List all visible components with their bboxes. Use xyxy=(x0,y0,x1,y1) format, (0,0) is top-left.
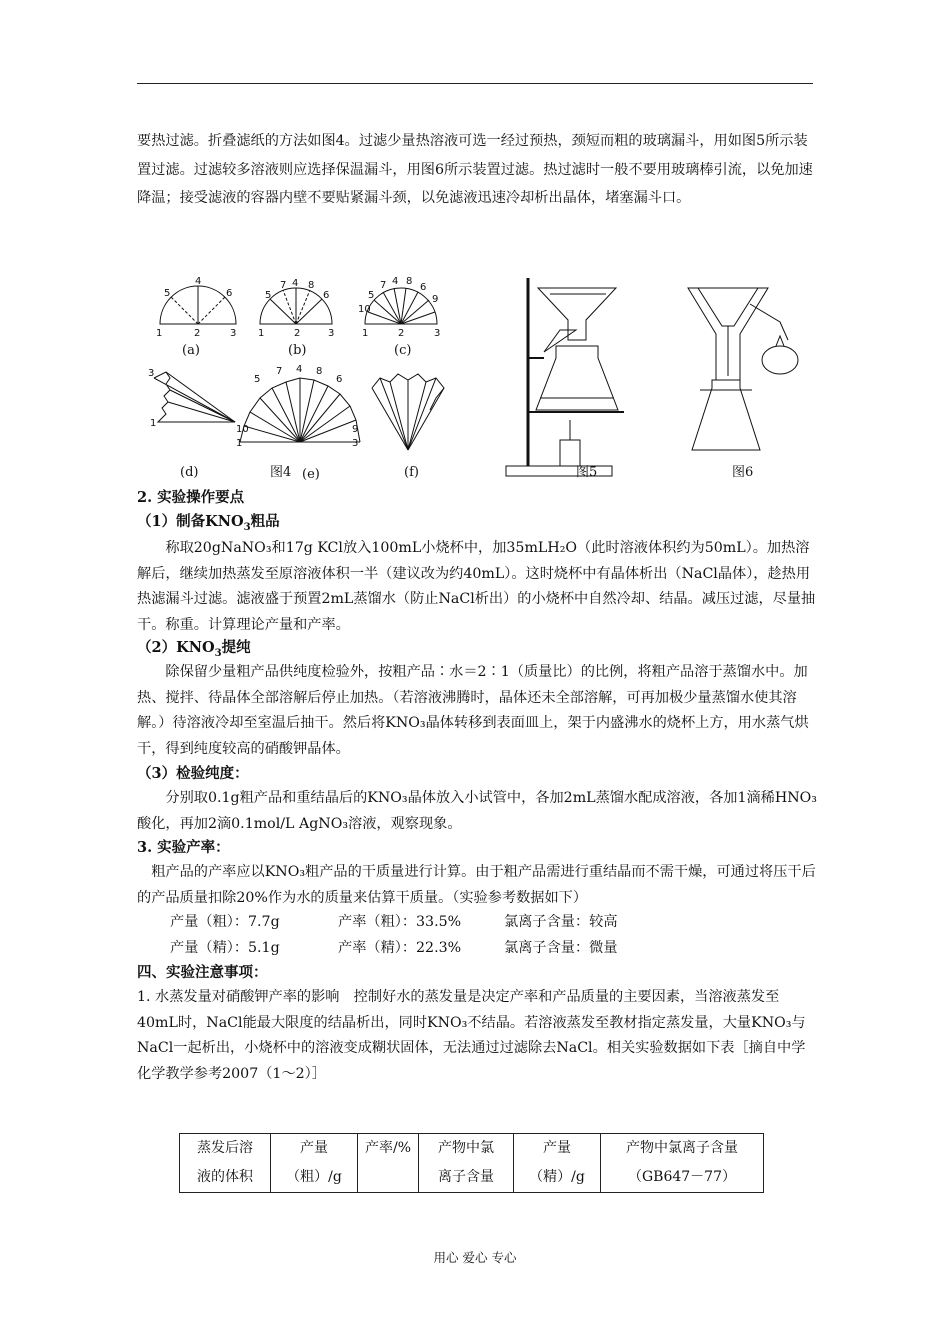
fig-label-fig5: 图5 xyxy=(576,465,598,480)
table-header-row xyxy=(180,1134,764,1193)
svg-text:3: 3 xyxy=(148,368,155,379)
svg-text:5: 5 xyxy=(265,290,272,301)
fig-label-fig6: 图6 xyxy=(732,465,754,480)
section2-sub2-heading: $(2)KNO_3$提纯 xyxy=(137,639,251,659)
fig-label-f: (f) xyxy=(404,465,419,480)
svg-text:2: 2 xyxy=(194,328,201,339)
table-header-cell: 产量 （精）/g xyxy=(514,1134,601,1193)
svg-text:8: 8 xyxy=(316,366,323,377)
svg-text:7: 7 xyxy=(276,366,283,377)
svg-text:6: 6 xyxy=(420,282,427,293)
table-header-cell: 蒸发后溶 液的体积 xyxy=(180,1134,271,1193)
svg-text:3: 3 xyxy=(230,328,237,339)
fig-label-a: (a) xyxy=(182,343,200,358)
fig-label-d: (d) xyxy=(180,465,199,480)
figure-illustrations xyxy=(140,270,820,488)
section2-sub3-text: 分别取0.1g粗产品和重结晶后的KNO₃晶体放入小试管中，各加2mL蒸馏水配成溶液，各加1滴稀HNO₃酸化，再加2滴0.1mol/L AgNO₃溶液，观察现象。 xyxy=(137,790,817,832)
section2-sub2-text: 除保留少量粗产品供纯度检验外，按粗产品∶水＝2∶1（质量比）的比例，将粗产品溶于蒸馏水中。加热、搅拌、待晶体全部溶解后停止加热。（若溶液沸腾时，晶体还未全部溶解，可再加极少量蒸馏水使其溶解。）待溶液冷却至室温后抽干。然后将KNO₃晶体转移到表面皿上，架于内盛沸水的烧杯上方，用水蒸气烘干，得到纯度较高的硝酸钾晶体。 xyxy=(137,664,809,757)
table-header-cell: 产量 （粗）/g xyxy=(271,1134,358,1193)
svg-text:3: 3 xyxy=(352,438,359,449)
svg-text:3: 3 xyxy=(434,328,441,339)
svg-text:8: 8 xyxy=(406,276,413,287)
svg-text:6: 6 xyxy=(226,288,233,299)
svg-text:2: 2 xyxy=(398,328,405,339)
section2-sub1-heading: （1）制备$KNO_3$粗品 xyxy=(137,513,280,533)
svg-text:10: 10 xyxy=(358,304,371,315)
svg-text:9: 9 xyxy=(352,424,359,435)
svg-text:6: 6 xyxy=(336,374,343,385)
section2-sub3-heading: （3）检验纯度： xyxy=(137,765,249,782)
svg-text:8: 8 xyxy=(308,280,315,291)
svg-text:1: 1 xyxy=(258,328,265,339)
section2-sub1-text: 称取20gNaNO₃和17g KCl放入100mL小烧杯中，加35mLH₂O（此时溶液体积约为50mL）。加热溶解后，继续加热蒸发至原溶液体积一半（建议改为约40mL）。这时烧杯中有晶体析出（NaCl晶体），趁热用热滤漏斗过滤。滤液盛于预置2mL蒸馏水（防止NaCl析出）的小烧杯中自然冷却、结晶。减压过滤，尽量抽干。称重。计算理论产量和产率。 xyxy=(137,540,816,633)
section4-text: 1. 水蒸发量对硝酸钾产率的影响 控制好水的蒸发量是决定产率和产品质量的主要因素，当溶液蒸发至40mL时，NaCl能最大限度的结晶析出，同时KNO₃不结晶。若溶液蒸发至教材指定蒸发量，大量KNO₃与NaCl一起析出，小烧杯中的溶液变成糊状固体，无法通过过滤除去NaCl。相关实验数据如下表［摘自中学化学教学参考2007（1～2）］ xyxy=(137,989,806,1082)
svg-text:1: 1 xyxy=(362,328,369,339)
table-header-cell: 产物中氯离子含量 （GB647－77） xyxy=(601,1134,764,1193)
fig-label-c: (c) xyxy=(394,343,412,358)
table-header-cell: 产物中氯 离子含量 xyxy=(419,1134,514,1193)
page-footer: 用心 爱心 专心 xyxy=(433,1250,517,1265)
svg-text:6: 6 xyxy=(323,290,330,301)
svg-text:4: 4 xyxy=(195,276,202,287)
svg-text:5: 5 xyxy=(254,374,261,385)
data-table xyxy=(179,1133,764,1193)
intro-paragraph: 要热过滤。折叠滤纸的方法如图4。过滤少量热溶液可选一经过预热，颈短而粗的玻璃漏斗，用如图5所示装置过滤。过滤较多溶液则应选择保温漏斗，用图6所示装置过滤。热过滤时一般不要用玻璃棒引流，以免加速降温；接受滤液的容器内壁不要贴紧漏斗颈，以免滤液迅速冷却析出晶体，堵塞漏斗口。 xyxy=(137,133,813,206)
svg-text:5: 5 xyxy=(164,288,171,299)
fig-label-fig4: 图4 xyxy=(270,465,292,480)
fig-label-e: (e) xyxy=(302,467,320,482)
svg-text:4: 4 xyxy=(296,364,303,375)
svg-text:7: 7 xyxy=(280,280,287,291)
section3-text: 粗产品的产率应以KNO₃粗产品的干质量进行计算。由于粗产品需进行重结晶而不需干燥，可通过将压干后的产品质量扣除20%作为水的质量来估算干质量。（实验参考数据如下） xyxy=(137,864,816,906)
svg-text:10: 10 xyxy=(236,424,249,435)
svg-text:9: 9 xyxy=(432,294,439,305)
svg-text:5: 5 xyxy=(368,290,375,301)
section4-heading: 四、实验注意事项： xyxy=(137,964,268,981)
section3-heading: 3. 实验产率： xyxy=(137,839,230,856)
svg-text:3: 3 xyxy=(328,328,335,339)
svg-text:7: 7 xyxy=(380,280,387,291)
svg-text:1: 1 xyxy=(150,418,157,429)
fig-label-b: (b) xyxy=(288,343,307,358)
svg-text:4: 4 xyxy=(392,276,399,287)
svg-text:1: 1 xyxy=(156,328,163,339)
svg-text:4: 4 xyxy=(292,278,299,289)
section2-heading: 2. 实验操作要点 xyxy=(137,489,245,506)
table-header-cell: 产率/% xyxy=(358,1134,419,1193)
header-rule xyxy=(137,83,813,84)
svg-text:2: 2 xyxy=(294,328,301,339)
svg-text:1: 1 xyxy=(236,438,243,449)
